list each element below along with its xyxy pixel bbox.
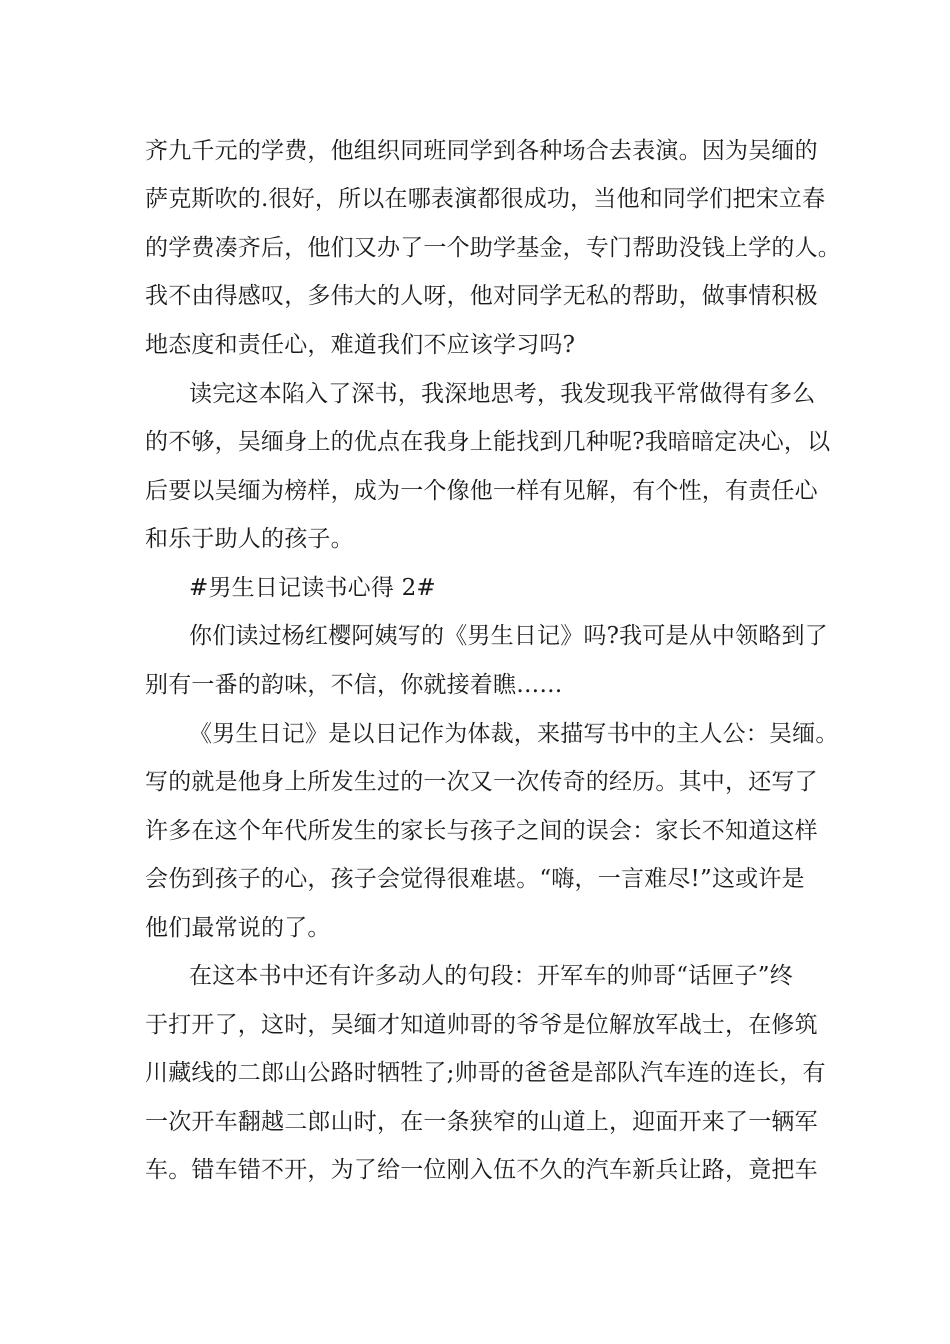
text-line: 后要以吴缅为榜样，成为一个像他一样有见解，有个性，有责任心: [145, 478, 818, 504]
text-line: 于打开了，这时，吴缅才知道帅哥的爷爷是位解放军战士，在修筑: [145, 1012, 818, 1038]
paragraph-first-line: 在这本书中还有许多动人的句段：开军车的帅哥“话匣子”终: [189, 963, 793, 989]
text-line: 齐九千元的学费，他组织同班同学到各种场合去表演。因为吴缅的: [145, 138, 818, 164]
text-line: 地态度和责任心，难道我们不应该学习吗?: [145, 332, 576, 358]
text-line: 萨克斯吹的.很好，所以在哪表演都很成功，当他和同学们把宋立春: [145, 186, 826, 212]
text-line: 写的就是他身上所发生过的一次又一次传奇的经历。其中，还写了: [145, 769, 818, 795]
text-line: 会伤到孩子的心，孩子会觉得很难堪。“嗨，一言难尽!”这或许是: [145, 866, 805, 892]
text-line: 我不由得感叹，多伟大的人呀，他对同学无私的帮助，做事情积极: [145, 283, 818, 309]
paragraph-first-line: 读完这本陷入了深书，我深地思考，我发现我平常做得有多么: [189, 381, 816, 407]
text-line: 的学费凑齐后，他们又办了一个助学基金，专门帮助没钱上学的人。: [145, 235, 841, 261]
text-line: 川藏线的二郎山公路时牺牲了;帅哥的爸爸是部队汽车连的连长，有: [145, 1060, 826, 1086]
text-line: 一次开车翻越二郎山时，在一条狭窄的山道上，迎面开来了一辆军: [145, 1109, 818, 1135]
paragraph-first-line: 《男生日记》是以日记作为体裁，来描写书中的主人公：吴缅。: [189, 721, 839, 747]
text-line: 许多在这个年代所发生的家长与孩子之间的误会：家长不知道这样: [145, 818, 818, 844]
text-line: 车。错车错不开，为了给一位刚入伍不久的汽车新兵让路，竟把车: [145, 1157, 818, 1183]
section-heading: #男生日记读书心得 2#: [189, 575, 436, 601]
text-line: 和乐于助人的孩子。: [145, 526, 354, 552]
text-line: 他们最常说的了。: [145, 915, 331, 941]
paragraph-first-line: 你们读过杨红樱阿姨写的《男生日记》吗?我可是从中领略到了: [189, 623, 828, 649]
text-line: 的不够，吴缅身上的优点在我身上能找到几种呢?我暗暗定决心，以: [145, 429, 831, 455]
text-line: 别有一番的韵味，不信，你就接着瞧……: [145, 672, 563, 698]
